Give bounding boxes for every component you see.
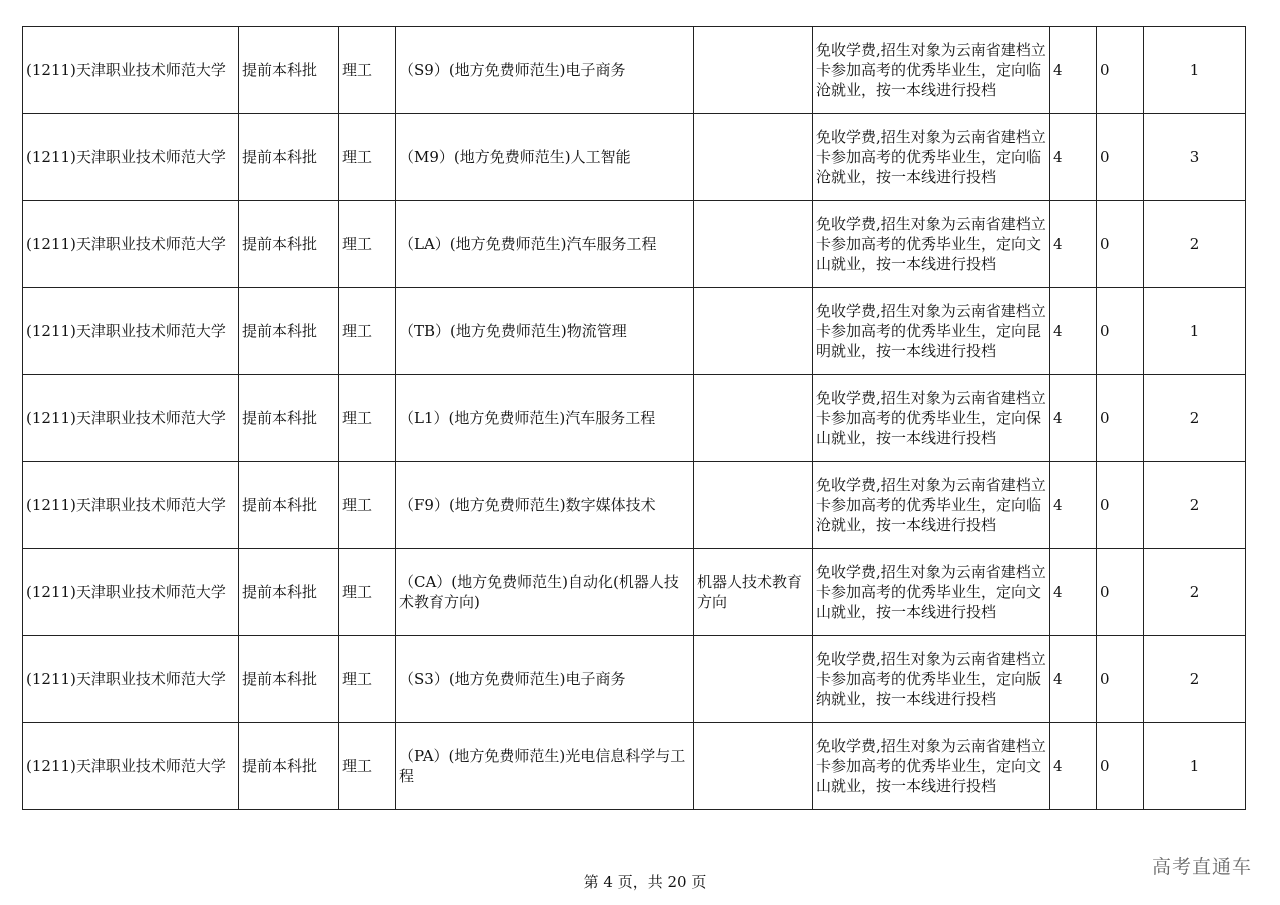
- fee-cell: 0: [1097, 27, 1144, 114]
- years-cell: 4: [1050, 375, 1097, 462]
- years-cell: 4: [1050, 723, 1097, 810]
- school-cell: (1211)天津职业技术师范大学: [23, 375, 239, 462]
- table-row: [23, 723, 1246, 810]
- plan-count-cell: 1: [1144, 288, 1246, 375]
- major-cell: （S9）(地方免费师范生)电子商务: [396, 27, 694, 114]
- plan-count-cell: 2: [1144, 462, 1246, 549]
- table-row: [23, 288, 1246, 375]
- school-cell: (1211)天津职业技术师范大学: [23, 462, 239, 549]
- school-cell: (1211)天津职业技术师范大学: [23, 636, 239, 723]
- category-cell: 理工: [339, 462, 396, 549]
- years-cell: 4: [1050, 114, 1097, 201]
- plan-count-cell: 1: [1144, 723, 1246, 810]
- school-cell: (1211)天津职业技术师范大学: [23, 723, 239, 810]
- fee-cell: 0: [1097, 462, 1144, 549]
- table-row: [23, 549, 1246, 636]
- direction-cell: [694, 723, 813, 810]
- category-cell: 理工: [339, 114, 396, 201]
- major-cell: （S3）(地方免费师范生)电子商务: [396, 636, 694, 723]
- years-cell: 4: [1050, 636, 1097, 723]
- watermark-text: 高考直通车: [1151, 856, 1252, 878]
- fee-cell: 0: [1097, 114, 1144, 201]
- years-cell: 4: [1050, 27, 1097, 114]
- years-cell: 4: [1050, 462, 1097, 549]
- batch-cell: 提前本科批: [239, 636, 339, 723]
- batch-cell: 提前本科批: [239, 549, 339, 636]
- major-cell: （LA）(地方免费师范生)汽车服务工程: [396, 201, 694, 288]
- direction-cell: [694, 27, 813, 114]
- note-cell: 免收学费,招生对象为云南省建档立卡参加高考的优秀毕业生，定向临沧就业，按一本线进行投档: [813, 27, 1050, 114]
- table-row: [23, 27, 1246, 114]
- note-cell: 免收学费,招生对象为云南省建档立卡参加高考的优秀毕业生，定向文山就业，按一本线进行投档: [813, 723, 1050, 810]
- direction-cell: [694, 375, 813, 462]
- batch-cell: 提前本科批: [239, 462, 339, 549]
- fee-cell: 0: [1097, 288, 1144, 375]
- plan-count-cell: 1: [1144, 27, 1246, 114]
- fee-cell: 0: [1097, 723, 1144, 810]
- fee-cell: 0: [1097, 375, 1144, 462]
- direction-cell: [694, 114, 813, 201]
- category-cell: 理工: [339, 201, 396, 288]
- note-cell: 免收学费,招生对象为云南省建档立卡参加高考的优秀毕业生，定向保山就业，按一本线进行投档: [813, 375, 1050, 462]
- years-cell: 4: [1050, 288, 1097, 375]
- category-cell: 理工: [339, 288, 396, 375]
- batch-cell: 提前本科批: [239, 375, 339, 462]
- school-cell: (1211)天津职业技术师范大学: [23, 549, 239, 636]
- note-cell: 免收学费,招生对象为云南省建档立卡参加高考的优秀毕业生，定向版纳就业，按一本线进行投档: [813, 636, 1050, 723]
- direction-cell: [694, 636, 813, 723]
- table-row: [23, 462, 1246, 549]
- plan-count-cell: 2: [1144, 375, 1246, 462]
- category-cell: 理工: [339, 723, 396, 810]
- batch-cell: 提前本科批: [239, 723, 339, 810]
- direction-cell: 机器人技术教育方向: [694, 549, 813, 636]
- major-cell: （CA）(地方免费师范生)自动化(机器人技术教育方向): [396, 549, 694, 636]
- category-cell: 理工: [339, 549, 396, 636]
- note-cell: 免收学费,招生对象为云南省建档立卡参加高考的优秀毕业生，定向昆明就业，按一本线进行投档: [813, 288, 1050, 375]
- note-cell: 免收学费,招生对象为云南省建档立卡参加高考的优秀毕业生，定向临沧就业，按一本线进行投档: [813, 114, 1050, 201]
- table-row: [23, 201, 1246, 288]
- batch-cell: 提前本科批: [239, 27, 339, 114]
- plan-count-cell: 2: [1144, 201, 1246, 288]
- category-cell: 理工: [339, 636, 396, 723]
- major-cell: （M9）(地方免费师范生)人工智能: [396, 114, 694, 201]
- fee-cell: 0: [1097, 636, 1144, 723]
- plan-count-cell: 2: [1144, 636, 1246, 723]
- plan-count-cell: 3: [1144, 114, 1246, 201]
- page-number-footer: 第 4 页，共 20 页: [583, 873, 707, 891]
- table-row: [23, 636, 1246, 723]
- admissions-table: [22, 26, 1246, 810]
- direction-cell: [694, 288, 813, 375]
- batch-cell: 提前本科批: [239, 114, 339, 201]
- direction-cell: [694, 201, 813, 288]
- school-cell: (1211)天津职业技术师范大学: [23, 201, 239, 288]
- category-cell: 理工: [339, 375, 396, 462]
- note-cell: 免收学费,招生对象为云南省建档立卡参加高考的优秀毕业生，定向文山就业，按一本线进行投档: [813, 549, 1050, 636]
- batch-cell: 提前本科批: [239, 201, 339, 288]
- school-cell: (1211)天津职业技术师范大学: [23, 114, 239, 201]
- note-cell: 免收学费,招生对象为云南省建档立卡参加高考的优秀毕业生，定向文山就业，按一本线进行投档: [813, 201, 1050, 288]
- school-cell: (1211)天津职业技术师范大学: [23, 27, 239, 114]
- category-cell: 理工: [339, 27, 396, 114]
- fee-cell: 0: [1097, 201, 1144, 288]
- school-cell: (1211)天津职业技术师范大学: [23, 288, 239, 375]
- major-cell: （TB）(地方免费师范生)物流管理: [396, 288, 694, 375]
- fee-cell: 0: [1097, 549, 1144, 636]
- note-cell: 免收学费,招生对象为云南省建档立卡参加高考的优秀毕业生，定向临沧就业，按一本线进行投档: [813, 462, 1050, 549]
- major-cell: （F9）(地方免费师范生)数字媒体技术: [396, 462, 694, 549]
- years-cell: 4: [1050, 549, 1097, 636]
- plan-count-cell: 2: [1144, 549, 1246, 636]
- table-row: [23, 114, 1246, 201]
- direction-cell: [694, 462, 813, 549]
- major-cell: （PA）(地方免费师范生)光电信息科学与工程: [396, 723, 694, 810]
- major-cell: （L1）(地方免费师范生)汽车服务工程: [396, 375, 694, 462]
- batch-cell: 提前本科批: [239, 288, 339, 375]
- years-cell: 4: [1050, 201, 1097, 288]
- table-row: [23, 375, 1246, 462]
